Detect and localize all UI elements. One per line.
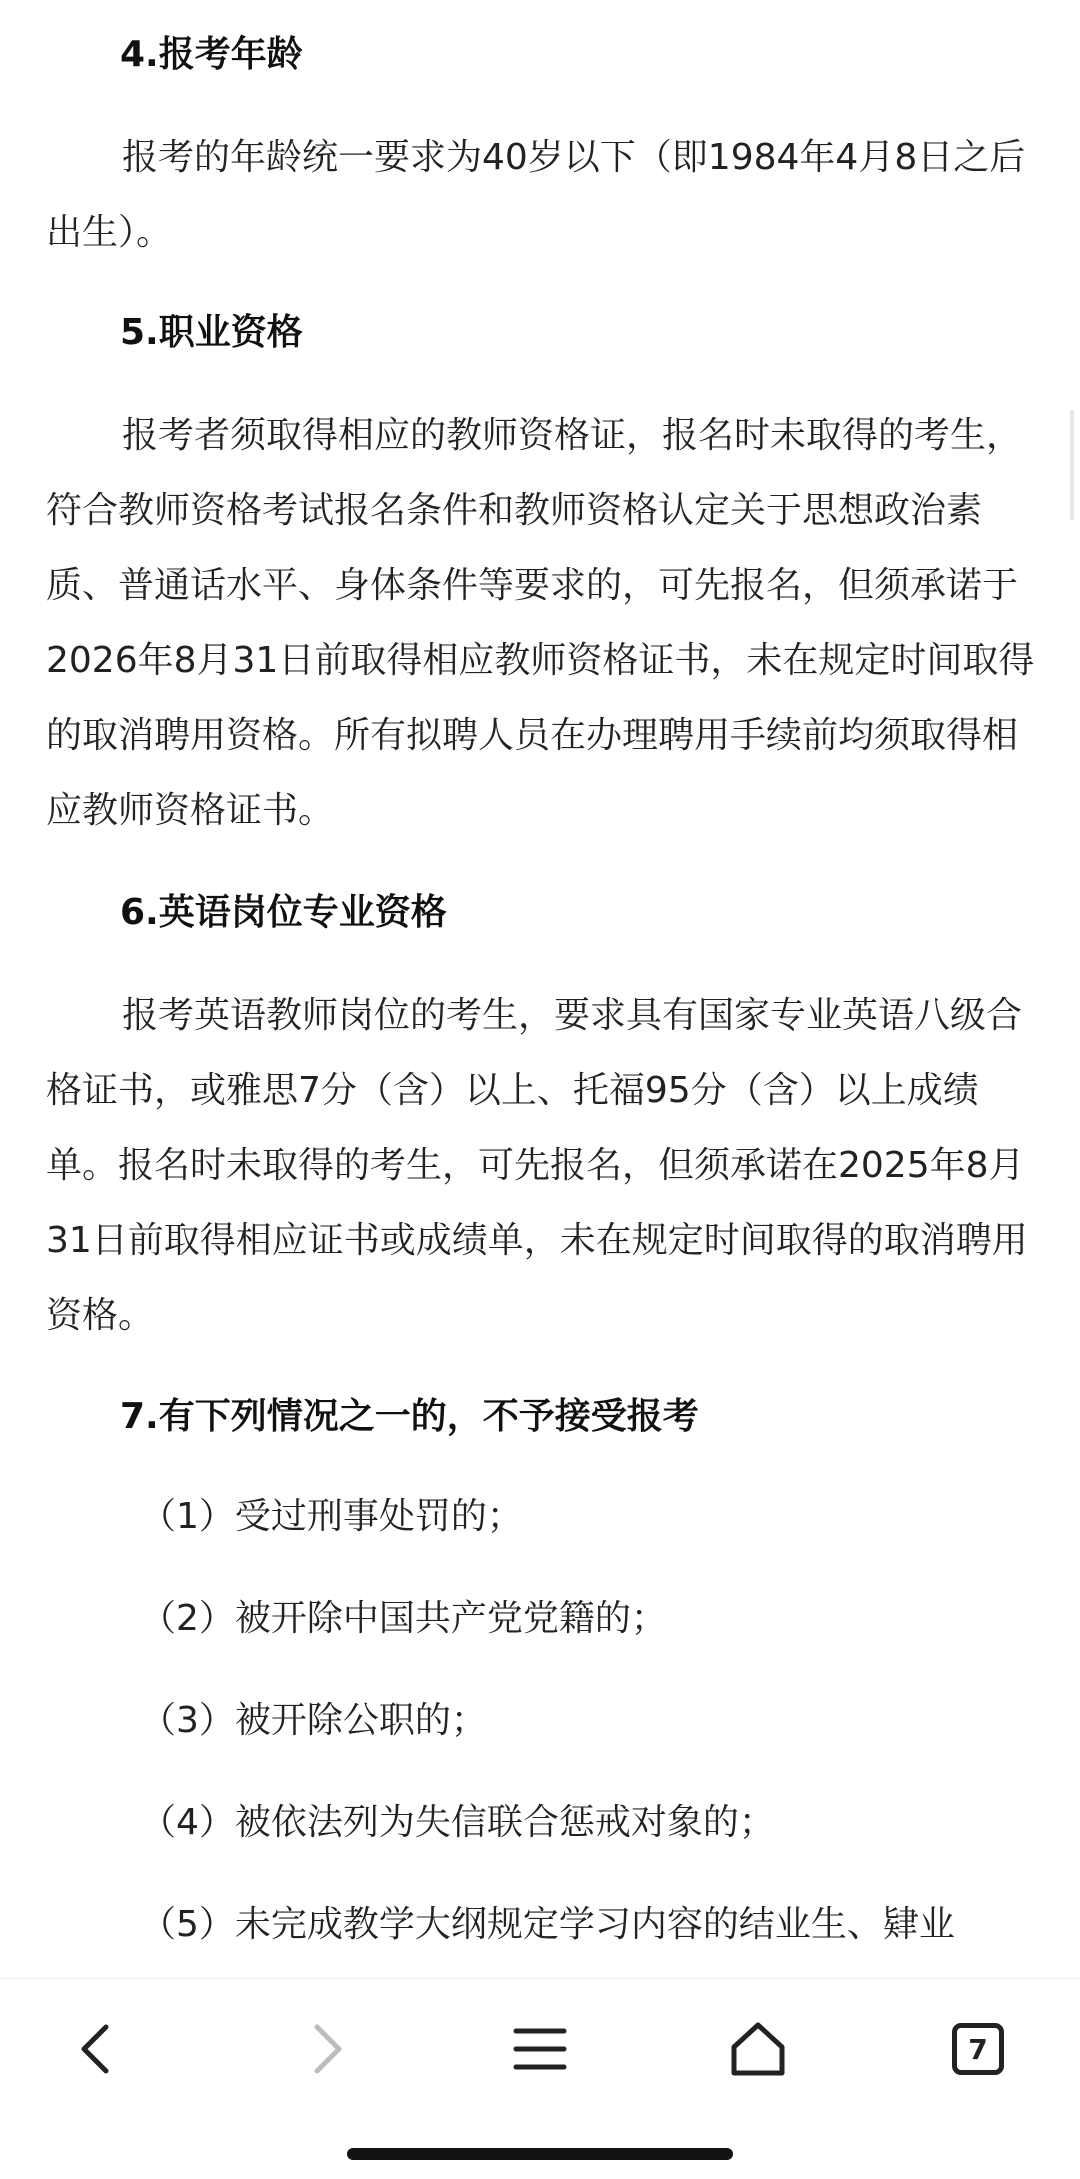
chevron-left-icon	[68, 2019, 128, 2079]
back-button[interactable]	[48, 1999, 148, 2099]
list-item: （2）被开除中国共产党党籍的；	[140, 1598, 667, 1639]
list-item: （3）被开除公职的；	[140, 1700, 487, 1741]
tabs-icon	[952, 2023, 1004, 2075]
paragraph-english: 报考英语教师岗位的考生，要求具有国家专业英语八级合格证书，或雅思7分（含）以上、托福95分（含）以上成绩单。报名时未取得的考生，可先报名，但须承诺在2025年8月31日前取得相应证书或成绩单，未在规定时间取得的取消聘用资格。	[46, 995, 1028, 1336]
list-item: （4）被依法列为失信联合惩戒对象的；	[140, 1802, 775, 1843]
paragraph-qualification: 报考者须取得相应的教师资格证，报名时未取得的考生，符合教师资格考试报名条件和教师资格认定关于思想政治素质、普通话水平、身体条件等要求的，可先报名，但须承诺于2026年8月31日前取得相应教师资格证书，未在规定时间取得的取消聘用资格。所有拟聘人员在办理聘用手续前均须取得相应教师资格证书。	[46, 415, 1035, 831]
section-heading-exclusions: 7.有下列情况之一的，不予接受报考	[120, 1396, 699, 1437]
scrollbar[interactable]	[1070, 410, 1074, 520]
list-item: （1）受过刑事处罚的；	[140, 1496, 523, 1537]
menu-button[interactable]	[490, 1999, 590, 2099]
section-heading-age: 4.报考年龄	[120, 34, 303, 75]
home-button[interactable]	[708, 1999, 808, 2099]
list-item: （5）未完成教学大纲规定学习内容的结业生、肄业	[140, 1904, 955, 1945]
paragraph-age: 报考的年龄统一要求为40岁以下（即1984年4月8日之后出生）。	[46, 137, 1026, 253]
home-icon	[726, 2017, 790, 2081]
section-heading-english: 6.英语岗位专业资格	[120, 892, 447, 933]
tabs-button[interactable]	[928, 1999, 1028, 2099]
tabs-count: 7	[968, 2032, 988, 2066]
home-indicator[interactable]	[347, 2148, 733, 2160]
menu-icon	[510, 2019, 570, 2079]
section-heading-qualification: 5.职业资格	[120, 312, 303, 353]
chevron-right-icon	[295, 2019, 355, 2079]
forward-button[interactable]	[275, 1999, 375, 2099]
